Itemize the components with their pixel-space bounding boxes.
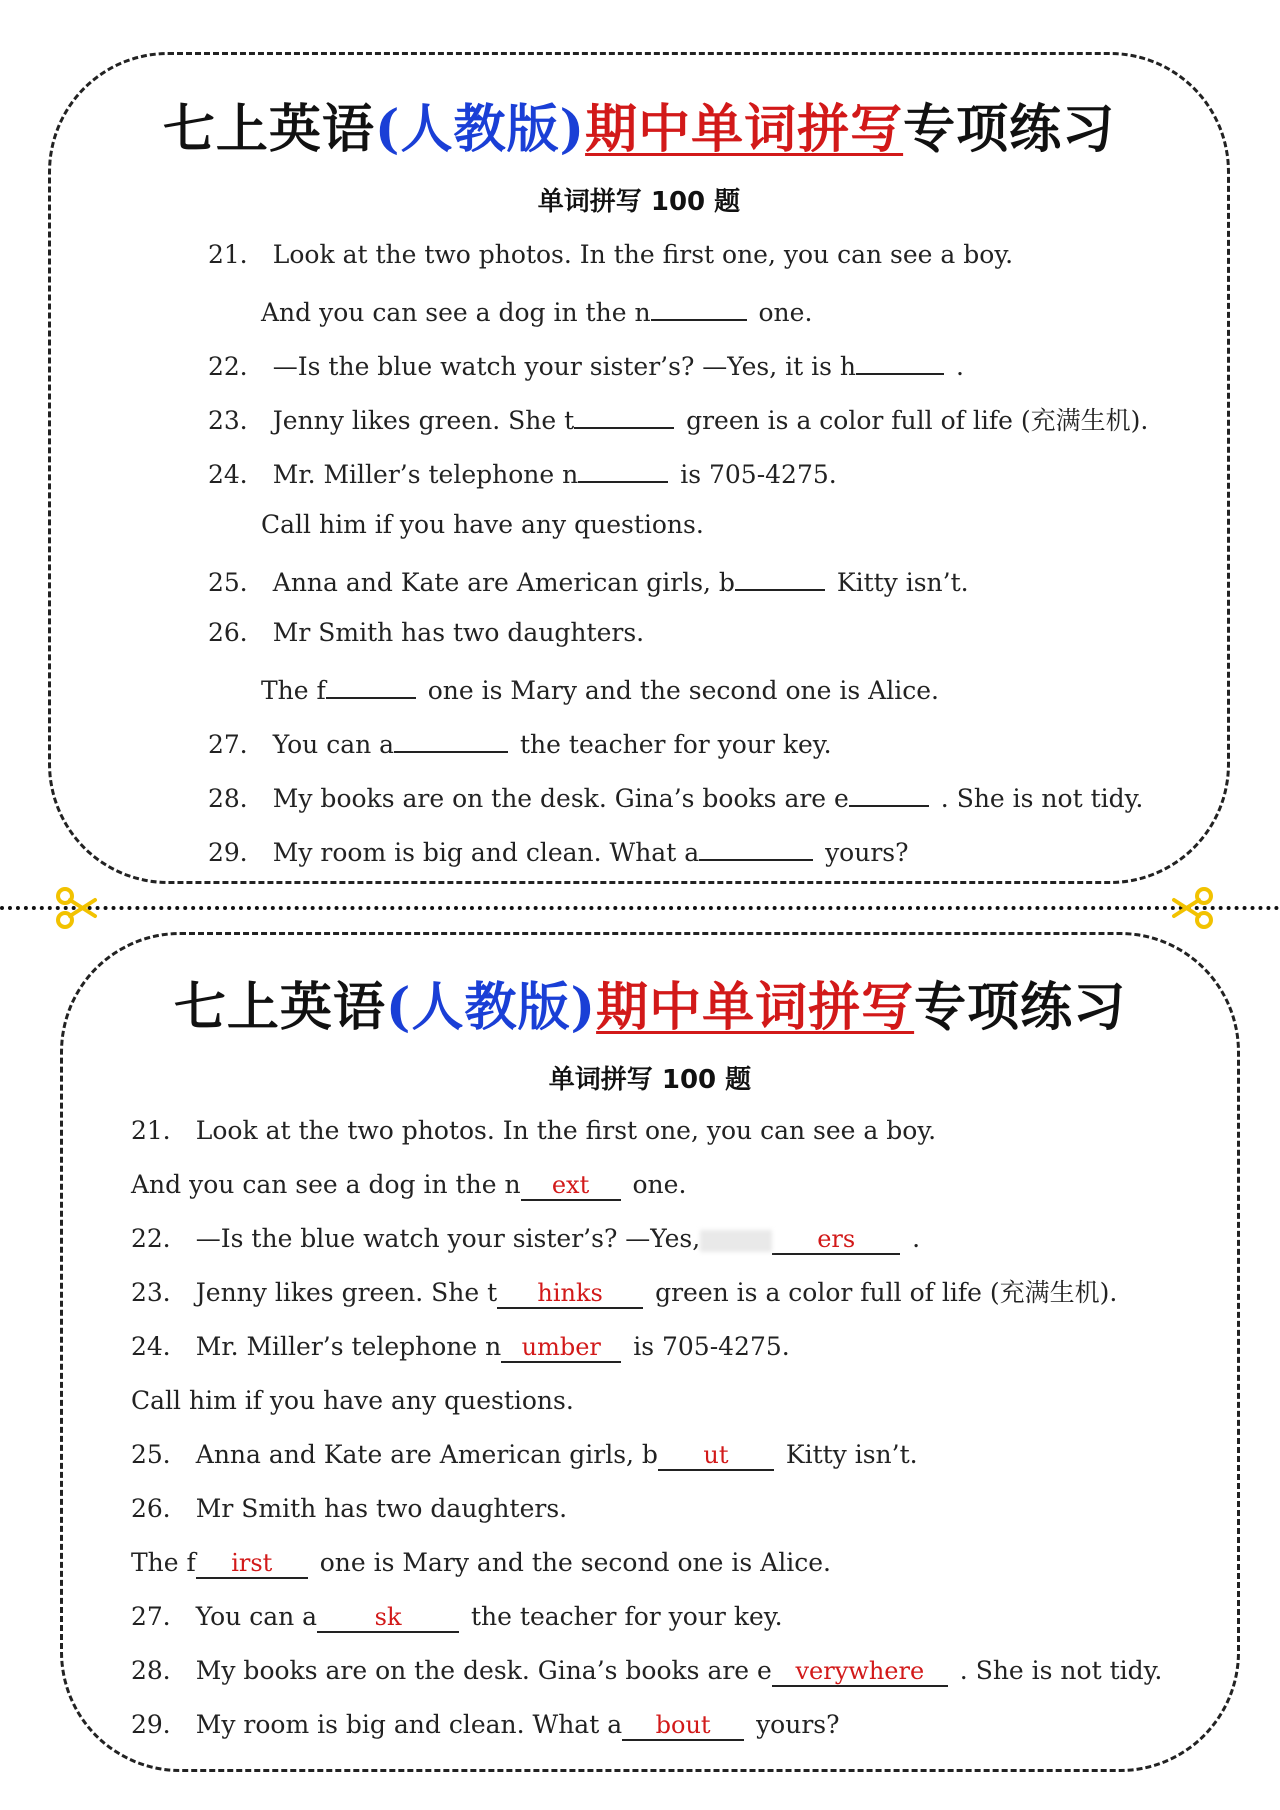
question-text: —Is the blue watch your sister’s? —Yes, bbox=[195, 1224, 701, 1253]
question-25-line bbox=[208, 563, 969, 599]
question-text: Jenny likes green. She t bbox=[195, 1278, 498, 1307]
question-number: 28． bbox=[131, 1656, 188, 1685]
question-text: My room is big and clean. What a bbox=[272, 838, 700, 867]
question-text: . bbox=[955, 352, 964, 381]
question-text: And you can see a dog in the n bbox=[261, 298, 651, 327]
title-part-grade: 七上英语 bbox=[162, 99, 375, 160]
question-text: Call him if you have any questions. bbox=[261, 510, 704, 539]
question-22-line bbox=[208, 347, 964, 383]
answer-text: bout bbox=[655, 1711, 711, 1739]
question-text: Mr Smith has two daughters. bbox=[272, 618, 645, 647]
question-text: one is Mary and the second one is Alice. bbox=[427, 676, 939, 705]
answer-blank[interactable] bbox=[317, 1605, 459, 1633]
answer-blank[interactable] bbox=[849, 779, 929, 807]
answer-blank[interactable] bbox=[699, 833, 813, 861]
answer-blank[interactable] bbox=[735, 563, 825, 591]
answer-blank[interactable] bbox=[501, 1335, 621, 1363]
scissors-icon bbox=[55, 886, 99, 930]
answer-text: sk bbox=[374, 1603, 402, 1631]
answer-blank[interactable] bbox=[622, 1713, 744, 1741]
question-text: yours? bbox=[756, 1710, 840, 1739]
question-text: one. bbox=[758, 298, 813, 327]
question-21-line-2 bbox=[261, 293, 812, 329]
question-text: one. bbox=[632, 1170, 687, 1199]
question-text: You can a bbox=[195, 1602, 318, 1631]
answer-text: umber bbox=[521, 1333, 601, 1361]
worksheet-card-questions bbox=[48, 52, 1230, 884]
answer-24-line-2 bbox=[131, 1385, 574, 1417]
question-number: 27． bbox=[131, 1602, 188, 1631]
question-number: 24． bbox=[131, 1332, 188, 1361]
question-26-line-2 bbox=[261, 671, 939, 707]
answer-21-line-2 bbox=[131, 1169, 686, 1201]
answer-22-line bbox=[131, 1223, 920, 1255]
question-text: Jenny likes green. She t bbox=[272, 406, 575, 435]
answer-blank[interactable] bbox=[578, 455, 668, 483]
question-number: 28． bbox=[208, 784, 265, 813]
answer-text: ext bbox=[551, 1171, 590, 1199]
question-number: 21． bbox=[208, 240, 265, 269]
title-part-edition: (人教版) bbox=[385, 977, 597, 1038]
cut-line bbox=[0, 906, 1280, 914]
title-part-topic: 期中单词拼写 bbox=[585, 99, 904, 160]
question-text: My books are on the desk. Gina’s books are e bbox=[195, 1656, 772, 1685]
question-text: green is a color full of life (充满生机). bbox=[655, 1278, 1118, 1307]
answer-26-line-1 bbox=[131, 1493, 567, 1525]
question-text: Mr. Miller’s telephone n bbox=[195, 1332, 502, 1361]
question-text: The f bbox=[131, 1548, 196, 1577]
question-23-line bbox=[208, 401, 1148, 437]
answer-blank[interactable] bbox=[521, 1173, 621, 1201]
worksheet-card-answers bbox=[60, 932, 1240, 1772]
answer-text: ut bbox=[703, 1441, 729, 1469]
question-text: yours? bbox=[825, 838, 909, 867]
question-text: Mr Smith has two daughters. bbox=[195, 1494, 568, 1523]
question-number: 22． bbox=[131, 1224, 188, 1253]
question-text: Anna and Kate are American girls, b bbox=[272, 568, 735, 597]
question-text: the teacher for your key. bbox=[471, 1602, 783, 1631]
question-21-line-1 bbox=[208, 239, 1013, 271]
title-part-topic: 期中单词拼写 bbox=[596, 977, 915, 1038]
title-part-grade: 七上英语 bbox=[173, 977, 386, 1038]
worksheet-subtitle: 单词拼写 100 题 bbox=[548, 1065, 752, 1095]
answer-text: irst bbox=[231, 1549, 273, 1577]
answer-blank[interactable] bbox=[326, 671, 416, 699]
question-number: 29． bbox=[131, 1710, 188, 1739]
scissors-icon bbox=[1170, 886, 1214, 930]
question-text: one is Mary and the second one is Alice. bbox=[319, 1548, 831, 1577]
answer-24-line-1 bbox=[131, 1331, 790, 1363]
question-26-line-1 bbox=[208, 617, 644, 649]
question-number: 25． bbox=[208, 568, 265, 597]
question-text: Look at the two photos. In the first one, you can see a boy. bbox=[272, 240, 1014, 269]
question-text: And you can see a dog in the n bbox=[131, 1170, 521, 1199]
title-part-practice: 专项练习 bbox=[914, 977, 1127, 1038]
question-text: Kitty isn’t. bbox=[785, 1440, 918, 1469]
answer-blank[interactable] bbox=[658, 1443, 774, 1471]
answer-blank[interactable] bbox=[574, 401, 674, 429]
answer-21-line-1 bbox=[131, 1115, 936, 1147]
question-text: . bbox=[912, 1224, 921, 1253]
question-text: Call him if you have any questions. bbox=[131, 1386, 574, 1415]
answer-blank[interactable] bbox=[772, 1659, 948, 1687]
title-part-edition: (人教版) bbox=[374, 99, 586, 160]
question-number: 29． bbox=[208, 838, 265, 867]
answer-blank[interactable] bbox=[651, 293, 747, 321]
question-text: —Is the blue watch your sister’s? —Yes, it is h bbox=[272, 352, 857, 381]
answer-28-line bbox=[131, 1655, 1162, 1687]
answer-26-line-2 bbox=[131, 1547, 831, 1579]
question-text: The f bbox=[261, 676, 326, 705]
question-29-line bbox=[208, 833, 909, 869]
question-text: My books are on the desk. Gina’s books are e bbox=[272, 784, 849, 813]
answer-27-line bbox=[131, 1601, 783, 1633]
question-27-line bbox=[208, 725, 832, 761]
question-number: 22． bbox=[208, 352, 265, 381]
question-24-line-1 bbox=[208, 455, 837, 491]
question-text: Mr. Miller’s telephone n bbox=[272, 460, 579, 489]
answer-text: hinks bbox=[537, 1279, 603, 1307]
answer-23-line bbox=[131, 1277, 1117, 1309]
worksheet-subtitle: 单词拼写 100 题 bbox=[537, 187, 741, 217]
question-text: Anna and Kate are American girls, b bbox=[195, 1440, 658, 1469]
answer-29-line bbox=[131, 1709, 840, 1741]
answer-25-line bbox=[131, 1439, 918, 1471]
question-number: 23． bbox=[131, 1278, 188, 1307]
redacted-region bbox=[700, 1230, 772, 1252]
question-text: . She is not tidy. bbox=[940, 784, 1144, 813]
question-number: 24． bbox=[208, 460, 265, 489]
answer-blank[interactable] bbox=[497, 1281, 643, 1309]
question-text: Kitty isn’t. bbox=[836, 568, 969, 597]
question-number: 25． bbox=[131, 1440, 188, 1469]
answer-text: verywhere bbox=[795, 1657, 925, 1685]
title-part-practice: 专项练习 bbox=[903, 99, 1116, 160]
question-number: 23． bbox=[208, 406, 265, 435]
question-text: is 705-4275. bbox=[680, 460, 837, 489]
answer-blank[interactable] bbox=[856, 347, 944, 375]
question-text: . She is not tidy. bbox=[959, 1656, 1163, 1685]
question-text: green is a color full of life (充满生机). bbox=[686, 406, 1149, 435]
answer-blank[interactable] bbox=[196, 1551, 308, 1579]
worksheet-title bbox=[63, 965, 1237, 1040]
question-number: 26． bbox=[131, 1494, 188, 1523]
question-24-line-2 bbox=[261, 509, 704, 541]
question-text: You can a bbox=[272, 730, 395, 759]
question-text: is 705-4275. bbox=[633, 1332, 790, 1361]
question-number: 27． bbox=[208, 730, 265, 759]
answer-blank[interactable] bbox=[772, 1227, 900, 1255]
answer-blank[interactable] bbox=[394, 725, 508, 753]
answer-text: ers bbox=[817, 1225, 856, 1253]
question-text: My room is big and clean. What a bbox=[195, 1710, 623, 1739]
question-text: the teacher for your key. bbox=[520, 730, 832, 759]
question-text: Look at the two photos. In the first one, you can see a boy. bbox=[195, 1116, 937, 1145]
question-number: 26． bbox=[208, 618, 265, 647]
worksheet-title bbox=[51, 87, 1227, 162]
question-28-line bbox=[208, 779, 1143, 815]
question-number: 21． bbox=[131, 1116, 188, 1145]
